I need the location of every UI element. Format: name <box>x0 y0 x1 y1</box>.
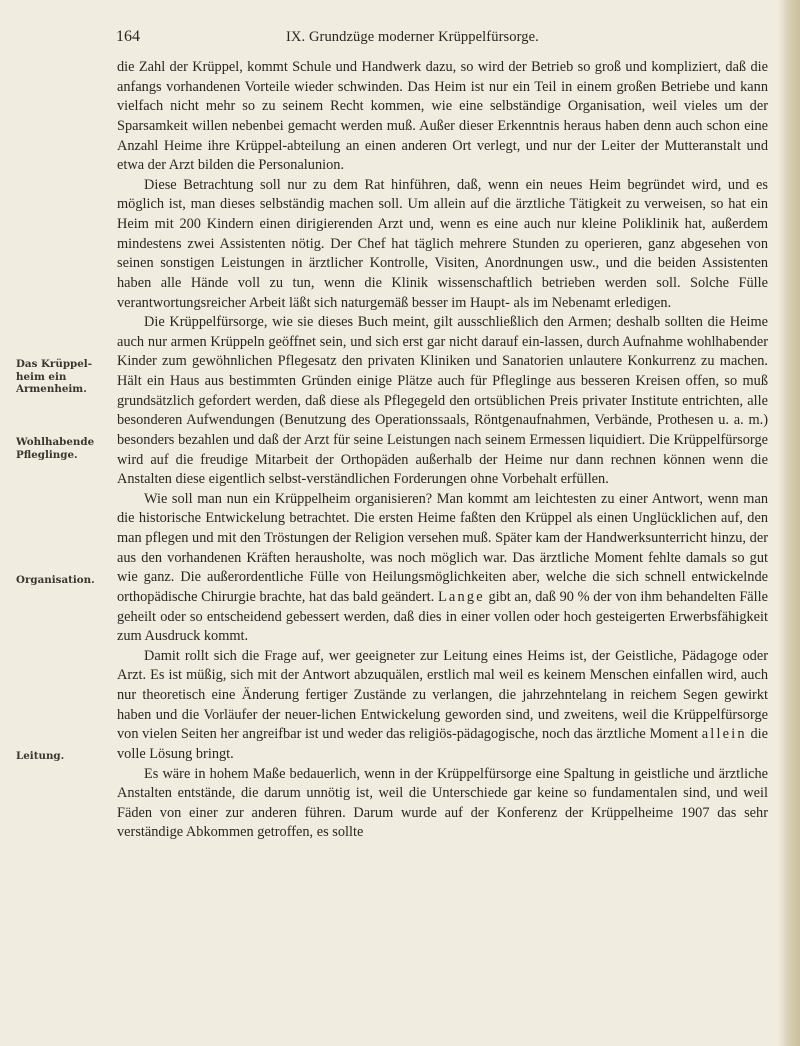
paragraph: die Zahl der Krüppel, kommt Schule und Handwerk dazu, so wird der Betrieb so groß und kompliziert, daß die anfangs vorhandenen Vorteile wieder schwinden. Das Heim ist nur ein Teil in einem großen Betriebe und kann vielfach nicht mehr so zu seinem Recht kommen, wie eine selbständige Organisation, weil vieles um der Sparsamkeit willen nebenbei gemacht werden muß. Außer dieser Erkenntnis heraus haben denn auch schon eine Anzahl Heime ihre Krüppel-abteilung an einen anderen Ort verlegt, und nur der Leiter der Mutteranstalt und etwa der Arzt bilden die Personalunion. <box>117 59 768 174</box>
margin-note-krueppelheim: Das Krüppel-heim ein Armenheim. <box>16 358 92 395</box>
author-name-spaced: Lange <box>437 588 485 605</box>
page-header <box>108 28 768 48</box>
running-title: IX. Grundzüge moderner Krüppelfürsorge. <box>286 29 539 45</box>
page-number: 164 <box>116 28 140 45</box>
paragraph <box>117 490 768 647</box>
paragraph-text: gibt an, daß 90 % der von ihm behandelten Fälle geheilt oder so entscheidend gebessert werden, daß dies in einer vollen oder hoch gesteigerten Erwerbsfähigkeit zum Ausdruck kommt. <box>117 588 768 645</box>
emphasis-spaced: allein <box>701 726 747 743</box>
paragraph: Es wäre in hohem Maße bedauerlich, wenn in der Krüppelfürsorge eine Spaltung in geistliche und ärztliche Anstalten entstände, die darum unnötig ist, weil die Unterschiede gar keine so fundamentalen sind, und weil Fäden von einer zur anderen führen. Darum wurde auf der Konferenz der Krüppelheime 1907 das sehr verständige Abkommen getroffen, es sollte <box>117 765 768 841</box>
page-edge-shadow <box>778 0 800 1046</box>
margin-note-wohlhabende: Wohlhabende Pfleglinge. <box>16 436 95 461</box>
paragraph-text: Wie soll man nun ein Krüppelheim organisieren? Man kommt am leichtesten zu einer Antwort, wenn man die historische Entwickelung betrachtet. Die ersten Heime faßten den Krüppel als einen Unglücklichen auf, den man pflegen und mit den Tröstungen der Religion versehen muß. Später kam der Handwerksunterricht hinzu, der aus den vorhandenen Kräften herausholte, was noch möglich war. Das ärztliche Moment fehlte damals so gut wie ganz. Die außerordentliche Fülle von Heilungsmöglichkeiten aber, welche die sich schnell entwickelnde orthopädische Chirurgie brachte, hat das bald geändert. <box>117 490 768 605</box>
margin-note-leitung: Leitung. <box>16 750 65 762</box>
paragraph-text: die volle Lösung bringt. <box>117 726 768 762</box>
paragraph <box>117 647 768 765</box>
paragraph: Die Krüppelfürsorge, wie sie dieses Buch meint, gilt ausschließlich den Armen; deshalb sollten die Heime auch nur armen Krüppeln geöffnet sein, und sich erst gar nicht darauf ein-lassen, durch Aufnahme wohlhabender Kinder zum gewöhnlichen Pflegesatz den privaten Kliniken und Sanatorien unlautere Konkurrenz zu machen. Hält ein Haus aus bestimmten Gründen einige Plätze auch für Pfleglinge aus besseren Kreisen offen, so muß grundsätzlich gefordert werden, daß diese als Pflegegeld den ortsüblichen Preis privater Institute entrichten, alle besonderen Aufwendungen (Benutzung des Operationssaals, Röntgenaufnahmen, Verbände, Prothesen u. a. m.) besonders bezahlen und daß der Arzt für seine Leistungen nach seinem Ermessen liquidiert. Die Krüppelfürsorge wird auf die freudige Mitarbeit der Orthopäden außerhalb der Heime nur dann rechnen können wenn die Anstalten diese eigentlich selbst-verständlichen Forderungen ohne Vorbehalt erfüllen. <box>117 314 768 488</box>
paragraph: Diese Betrachtung soll nur zu dem Rat hinführen, daß, wenn ein neues Heim begründet wird, und es möglich ist, man dieses selbständig machen soll. Um allein auf die ärztliche Tätigkeit zu verweisen, so hat ein Heim mit 200 Kindern einen dirigierenden Arzt und, wenn es eine auch nur kleine Poliklinik hat, außerdem mindestens zwei Assistenten nötig. Der Chef hat täglich mehrere Stunden zu operieren, ganz abgesehen von seinen sonstigen Leistungen in ärztlicher Kontrolle, Visiten, Anordnungen usw., und die beiden Assistenten haben alle Hände voll zu tun, wenn die Klinik wissenschaftlich betrieben werden soll. Solche Fülle verantwortungsreicher Arbeit läßt sich naturgemäß besser im Haupt- als im Nebenamt erledigen. <box>117 176 768 311</box>
paragraph-text: Damit rollt sich die Frage auf, wer geeigneter zur Leitung eines Heims ist, der Geistliche, Pädagoge oder Arzt. Es ist müßig, sich mit der Antwort abzuquälen, erstlich mal weil es keinem Menschen einfallen wird, auch nur theoretisch eine Änderung fertiger Zustände zu verlangen, die jahrzehntelang in reichem Segen gewirkt haben und die Vorläufer der neuer-lichen Entwickelung geworden sind, und zweitens, weil die Krüppelfürsorge von vielen Seiten her angreifbar ist und weder das religiös-pädagogische, noch das ärztliche Moment <box>117 647 768 743</box>
body-text <box>117 58 768 843</box>
margin-note-organisation: Organisation. <box>16 574 95 586</box>
